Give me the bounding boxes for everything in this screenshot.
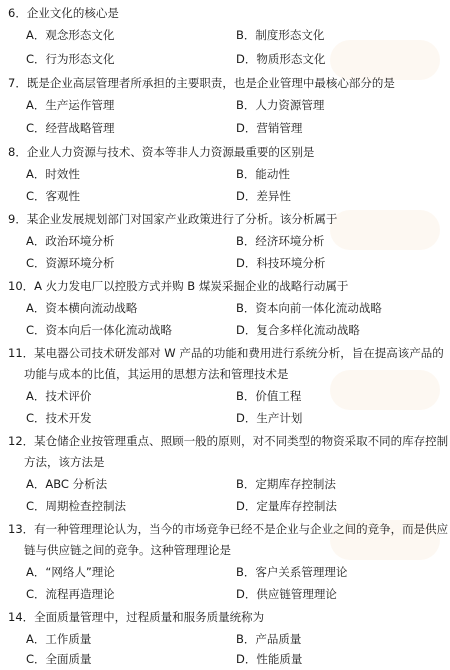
option: B．产品质量 xyxy=(236,632,302,646)
option: B．客户关系管理理论 xyxy=(236,565,348,579)
option: C．资源环境分析 xyxy=(26,256,115,270)
option: D．生产计划 xyxy=(236,411,303,425)
option: C．技术开发 xyxy=(26,411,92,425)
option: A．工作质量 xyxy=(26,632,92,646)
question-stem: 11．某电器公司技术研发部对 W 产品的功能和费用进行系统分析，旨在提高该产品的 xyxy=(8,346,444,360)
option: D．性能质量 xyxy=(236,652,303,666)
option: C．资本向后一体化流动战略 xyxy=(26,323,173,337)
option: B．经济环境分析 xyxy=(236,234,325,248)
option: B．价值工程 xyxy=(236,389,302,403)
option: C．行为形态文化 xyxy=(26,52,115,66)
option: B．资本向前一体化流动战略 xyxy=(236,301,382,315)
option: C．经营战略管理 xyxy=(26,121,115,135)
question-stem: 13．有一种管理理论认为，当今的市场竞争已经不是企业与企业之间的竞争，而是供应 xyxy=(8,522,449,536)
option: D．科技环境分析 xyxy=(236,256,326,270)
option: D．物质形态文化 xyxy=(236,52,326,66)
question-stem: 8．企业人力资源与技术、资本等非人力资源最重要的区别是 xyxy=(8,145,315,159)
option: D．定量库存控制法 xyxy=(236,499,337,513)
question-stem: 14．全面质量管理中，过程质量和服务质量统称为 xyxy=(8,610,265,624)
option: A．ABC 分析法 xyxy=(26,477,108,491)
question-stem-continued: 功能与成本的比值，其运用的思想方法和管理技术是 xyxy=(24,367,289,381)
option: D．复合多样化流动战略 xyxy=(236,323,360,337)
question-stem: 7．既是企业高层管理者所承担的主要职责，也是企业管理中最核心部分的是 xyxy=(8,76,395,90)
question-stem-continued: 链与供应链之间的竞争。这种管理理论是 xyxy=(24,543,231,557)
option: C．周期检查控制法 xyxy=(26,499,127,513)
watermark-blob xyxy=(330,40,440,80)
question-stem: 6．企业文化的核心是 xyxy=(8,6,119,20)
option: D．差异性 xyxy=(236,189,291,203)
option: A．生产运作管理 xyxy=(26,98,115,112)
question-stem: 9．某企业发展规划部门对国家产业政策进行了分析。该分析属于 xyxy=(8,212,338,226)
option: C．全面质量 xyxy=(26,652,92,666)
option: B．定期库存控制法 xyxy=(236,477,336,491)
option: A．时效性 xyxy=(26,167,80,181)
option: B．制度形态文化 xyxy=(236,28,325,42)
option: A．资本横向流动战略 xyxy=(26,301,138,315)
option: C．客观性 xyxy=(26,189,81,203)
question-stem: 10．A 火力发电厂以控股方式并购 B 煤炭采掘企业的战略行动属于 xyxy=(8,279,349,293)
option: A．观念形态文化 xyxy=(26,28,115,42)
question-stem-continued: 方法，该方法是 xyxy=(24,455,105,469)
question-stem: 12．某仓储企业按管理重点、照顾一般的原则，对不同类型的物资采取不同的库存控制 xyxy=(8,434,449,448)
option: B．人力资源管理 xyxy=(236,98,325,112)
option: D．供应链管理理论 xyxy=(236,587,337,601)
option: A．政治环境分析 xyxy=(26,234,115,248)
option: B．能动性 xyxy=(236,167,290,181)
option: C．流程再造理论 xyxy=(26,587,115,601)
option: D．营销管理 xyxy=(236,121,303,135)
option: A．“网络人”理论 xyxy=(26,565,115,579)
option: A．技术评价 xyxy=(26,389,92,403)
